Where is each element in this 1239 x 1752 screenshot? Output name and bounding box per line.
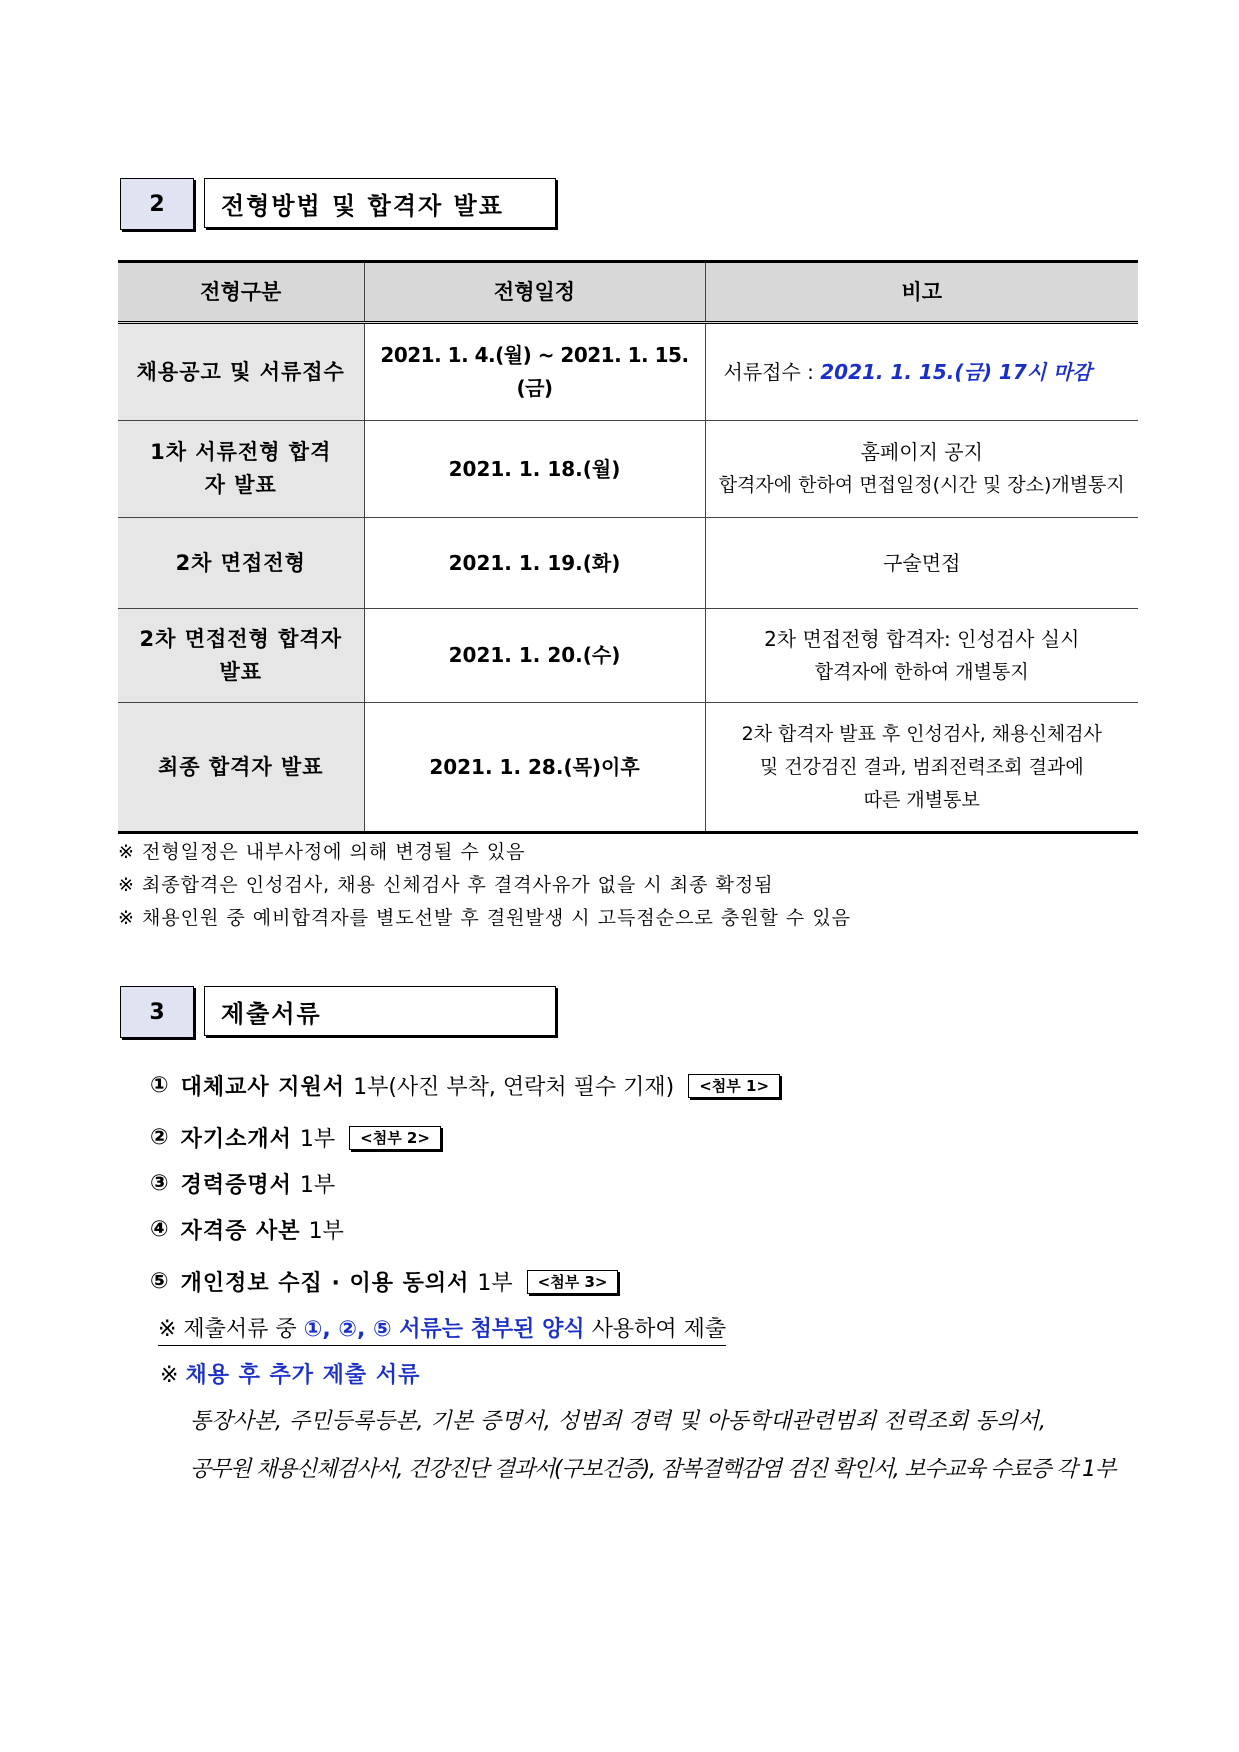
note-line: 홈페이지 공지 xyxy=(860,440,983,464)
item-number: ④ xyxy=(150,1217,169,1242)
row-date: 2021. 1. 20.(수) xyxy=(364,609,705,703)
submit-note-highlight: ①, ②, ⑤ 서류는 첨부된 양식 xyxy=(303,1317,585,1342)
note-line: 2차 합격자 발표 후 인성검사, 채용신체검사 xyxy=(741,722,1102,745)
note-line: 구술면접 xyxy=(883,550,961,575)
note-line: 합격자에 한하여 면접일정(시간 및 장소)개별통지 xyxy=(718,474,1125,496)
table-row xyxy=(118,518,1138,609)
document-name: 개인정보 수집 · 이용 동의서 xyxy=(180,1271,470,1296)
document-qty: 1부 xyxy=(477,1271,513,1296)
item-number: ③ xyxy=(150,1171,169,1196)
row-category: 채용공고 및 서류접수 xyxy=(118,323,364,421)
after-hire-heading: 채용 후 추가 제출 서류 xyxy=(185,1363,421,1388)
item-number: ② xyxy=(150,1125,169,1150)
document-qty: 1부 xyxy=(299,1173,336,1198)
schedule-table xyxy=(118,260,1138,834)
after-hire-line: 통장사본, 주민등록등본, 기본 증명서, 성범죄 경력 및 아동학대관련범죄 전력조회 동의서, xyxy=(190,1409,1046,1434)
item-number: ① xyxy=(150,1073,169,1098)
row-note xyxy=(705,703,1138,833)
after-hire-list xyxy=(190,1398,1115,1494)
submit-note-prefix: ※ 제출서류 중 xyxy=(158,1317,304,1342)
section-3-number: 3 xyxy=(120,986,194,1038)
document-item xyxy=(150,1168,349,1199)
document-name: 자기소개서 xyxy=(180,1127,292,1152)
after-hire-title xyxy=(160,1358,420,1389)
note-item: ※ 채용인원 중 예비합격자를 별도선발 후 결원발생 시 고득점순으로 충원할 수 있음 xyxy=(118,907,852,929)
attachment-badge: <첨부 3> xyxy=(527,1270,619,1294)
document-item xyxy=(150,1122,441,1153)
schedule-notes xyxy=(118,836,851,935)
after-hire-line: 공무원 채용신체검사서, 건강진단 결과서(구보건증), 잠복결핵감염 검진 확인서, 보수교육 수료증 각 1부 xyxy=(190,1457,1116,1482)
row-category: 2차 면접전형 xyxy=(118,518,364,609)
attachment-badge: <첨부 2> xyxy=(349,1126,441,1150)
row-note xyxy=(705,421,1138,518)
row-note xyxy=(705,609,1138,703)
note-line: 2차 면접전형 합격자: 인성검사 실시 xyxy=(764,626,1080,651)
document-name: 경력증명서 xyxy=(180,1173,292,1198)
attachment-badge: <첨부 1> xyxy=(688,1074,780,1098)
document-qty: 1부(사진 부착, 연락처 필수 기재) xyxy=(353,1075,675,1100)
section-3-title: 제출서류 xyxy=(204,986,556,1036)
item-number: ⑤ xyxy=(150,1269,169,1294)
note-item: ※ 최종합격은 인성검사, 채용 신체검사 후 결격사유가 없을 시 최종 확정됨 xyxy=(118,874,774,896)
document-item xyxy=(150,1266,618,1297)
table-row xyxy=(118,323,1138,421)
note-line: 따른 개별통보 xyxy=(863,788,980,811)
header-date: 전형일정 xyxy=(364,262,705,323)
note-item: ※ 전형일정은 내부사정에 의해 변경될 수 있음 xyxy=(118,841,526,863)
table-row xyxy=(118,609,1138,703)
note-line: 합격자에 한하여 개별통지 xyxy=(814,660,1029,683)
row-date: 2021. 1. 19.(화) xyxy=(364,518,705,609)
after-hire-mark: ※ xyxy=(160,1363,186,1388)
submit-note xyxy=(158,1312,726,1346)
section-2-number: 2 xyxy=(120,178,194,230)
note-deadline-highlight: 2021. 1. 15.(금) 17시 마감 xyxy=(820,359,1092,384)
note-prefix: 서류접수 : xyxy=(723,359,821,384)
row-category: 최종 합격자 발표 xyxy=(118,703,364,833)
row-note xyxy=(705,323,1138,421)
table-row xyxy=(118,421,1138,518)
row-date: 2021. 1. 4.(월) ~ 2021. 1. 15.(금) xyxy=(364,323,705,421)
submit-note-suffix: 사용하여 제출 xyxy=(584,1317,727,1342)
row-note xyxy=(705,518,1138,609)
section-2-title: 전형방법 및 합격자 발표 xyxy=(204,178,556,228)
document-qty: 1부 xyxy=(308,1219,344,1244)
document-item xyxy=(150,1214,358,1245)
note-line: 및 건강검진 결과, 범죄전력조회 결과에 xyxy=(759,755,1084,778)
document-item xyxy=(150,1070,780,1101)
header-category: 전형구분 xyxy=(118,262,364,323)
row-category: 2차 면접전형 합격자 발표 xyxy=(118,609,364,703)
header-note: 비고 xyxy=(705,262,1138,323)
document-name: 자격증 사본 xyxy=(180,1219,301,1244)
document-qty: 1부 xyxy=(299,1127,336,1152)
row-date: 2021. 1. 18.(월) xyxy=(364,421,705,518)
table-row xyxy=(118,703,1138,833)
row-category: 1차 서류전형 합격자 발표 xyxy=(118,421,364,518)
table-header-row xyxy=(118,262,1138,323)
document-name: 대체교사 지원서 xyxy=(180,1075,346,1100)
row-date: 2021. 1. 28.(목)이후 xyxy=(364,703,705,833)
